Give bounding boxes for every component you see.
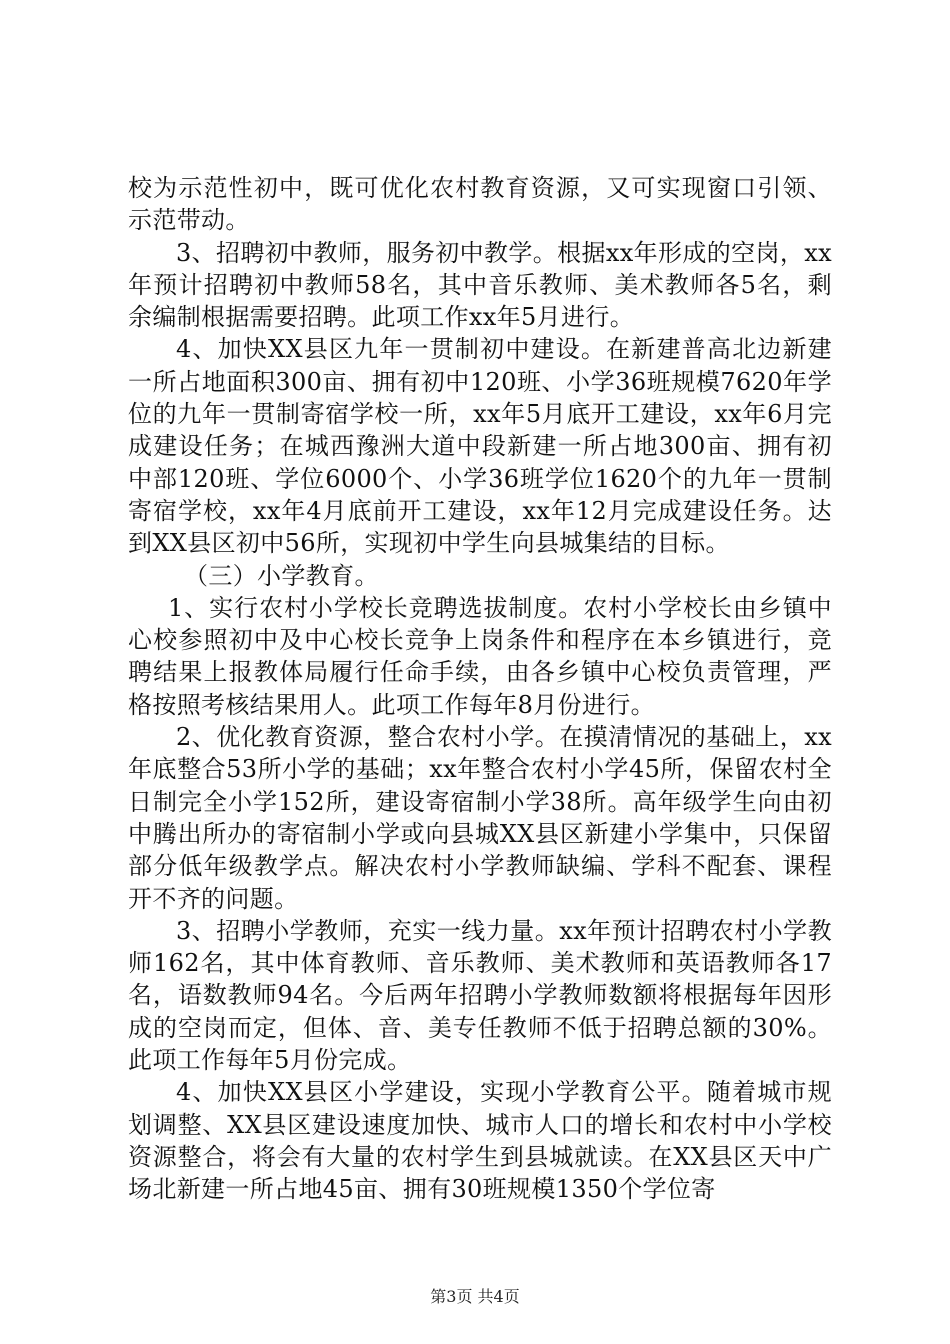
- paragraph-continuation: 校为示范性初中，既可优化农村教育资源，又可实现窗口引领、示范带动。: [128, 174, 832, 235]
- paragraph-item-4-primary-school-construction: 4、加快XX县区小学建设，实现小学教育公平。随着城市规划调整、XX县区建设速度加快、城市人口的增长和农村中小学校资源整合，将会有大量的农村学生到县城就读。在XX县区天中广场北新建一所占地45亩、拥有30班规模1350个学位寄: [128, 1078, 832, 1204]
- paragraph-item-3-primary-teacher-recruitment: 3、招聘小学教师，充实一线力量。xx年预计招聘农村小学教师162名，其中体育教师、音乐教师、美术教师和英语教师各17名，语数教师94名。今后两年招聘小学教师数额将根据每年因形成的空岗而定，但体、音、美专任教师不低于招聘总额的30%。此项工作每年5月份完成。: [128, 916, 832, 1075]
- paragraph-item-3-teacher-recruitment: 3、招聘初中教师，服务初中教学。根据xx年形成的空岗，xx年预计招聘初中教师58名，其中音乐教师、美术教师各5名，剩余编制根据需要招聘。此项工作xx年5月进行。: [128, 238, 832, 332]
- section-heading-primary-education: （三）小学教育。: [184, 561, 379, 590]
- page-number-footer: 第3页 共4页: [430, 1287, 520, 1306]
- paragraph-item-4-school-construction: 4、加快XX县区九年一贯制初中建设。在新建普高北边新建一所占地面积300亩、拥有初中120班、小学36班规模7620年学位的九年一贯制寄宿学校一所，xx年5月底开工建设，xx年6月完成建设任务；在城西豫洲大道中段新建一所占地300亩、拥有初中部120班、学位6000个、小学36班学位1620个的九年一贯制寄宿学校，xx年4月底前开工建设，xx年12月完成建设任务。达到XX县区初中56所，实现初中学生向县城集结的目标。: [128, 335, 832, 558]
- document-body: [128, 172, 832, 1206]
- paragraph-item-1-principal-selection: 1、实行农村小学校长竞聘选拔制度。农村小学校长由乡镇中心校参照初中及中心校长竞争上岗条件和程序在本乡镇进行，竞聘结果上报教体局履行任命手续，由各乡镇中心校负责管理，严格按照考核结果用人。此项工作每年8月份进行。: [128, 593, 832, 719]
- paragraph-item-2-resource-integration: 2、优化教育资源，整合农村小学。在摸清情况的基础上，xx年底整合53所小学的基础；xx年整合农村小学45所，保留农村全日制完全小学152所，建设寄宿制小学38所。高年级学生向由初中腾出所办的寄宿制小学或向县城XX县区新建小学集中，只保留部分低年级教学点。解决农村小学教师缺编、学科不配套、课程开不齐的问题。: [128, 723, 832, 913]
